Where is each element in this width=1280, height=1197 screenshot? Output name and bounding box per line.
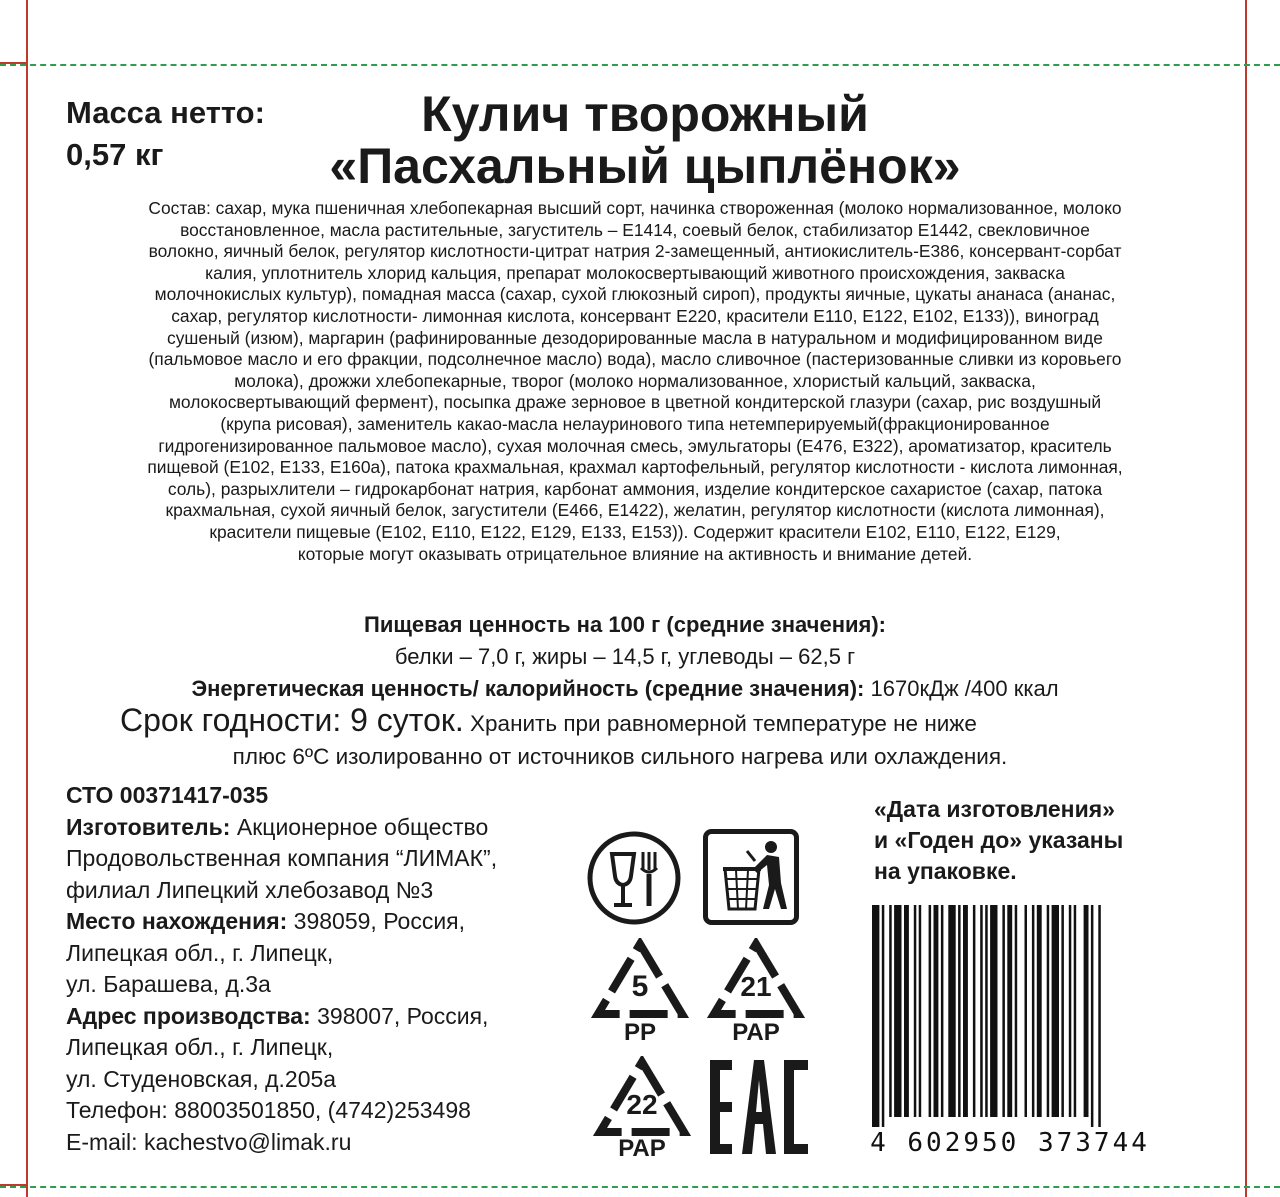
net-mass-value: 0,57 кг [66,137,164,172]
maker-line1: Акционерное общество [230,813,489,840]
standard-code: СТО 00371417-035 [66,782,269,808]
location-line3: ул. Барашева, д.3а [66,971,271,997]
barcode-bar [934,905,939,1117]
production-line2: Липецкая обл., г. Липецк, [66,1034,334,1060]
location-line1: 398059, Россия, [287,908,466,934]
barcode-bar [941,905,944,1117]
nutrition-values: белки – 7,0 г, жиры – 14,5 г, углеводы – 62,5 г [394,644,856,669]
barcode-bar [882,905,885,1127]
product-title-line2: «Пасхальный цыплёнок» [329,138,961,194]
recycling-label-pp: PP [623,1019,657,1046]
shelf-life-headline: Срок годности: 9 суток. [120,702,464,738]
barcode-bar [1007,905,1012,1117]
barcode-bar [894,905,901,1117]
recycling-pap22-icon [592,1056,692,1171]
barcode-bar [1015,905,1018,1117]
barcode-bar [990,905,997,1117]
barcode-bar [1047,905,1050,1117]
date-note-line2: и «Годен до» указаны [874,827,1124,853]
storage-line1: Хранить при равномерной температуре не ниже [463,711,977,736]
barcode-bar [1061,905,1064,1117]
eac-mark-icon [708,1058,812,1163]
product-title-line1: Кулич творожный [421,86,869,142]
barcode-bar [1098,905,1101,1127]
left-edge-line [26,0,28,1197]
barcode-bar [1074,905,1077,1117]
recycling-code-22: 22 [626,1089,658,1120]
energy-label: Энергетическая ценность/ калорийность (средние значения): [191,676,865,701]
recycling-label-pap22: PAP [618,1135,666,1162]
barcode-bar [929,905,932,1117]
shelf-life [120,704,1200,773]
maker-label: Изготовитель: [66,813,231,840]
email: E-mail: kachestvo@limak.ru [66,1128,352,1155]
location-line2: Липецкая обл., г. Липецк, [66,939,334,966]
maker-line2: Продовольственная компания “ЛИМАК”, [66,845,498,871]
barcode-bar [1032,905,1035,1117]
barcode-bar [1037,905,1042,1117]
food-contact-icon [586,830,682,931]
production-label: Адрес производства: [66,1002,311,1029]
barcode-bar [973,905,976,1117]
barcode-bar [958,905,961,1117]
date-note-line1: «Дата изготовления» [874,796,1115,822]
barcode-bar [948,905,955,1117]
barcode-bar [1002,905,1005,1117]
barcode-bar [963,905,968,1117]
manufacturer-block [66,780,497,1158]
production-line1: 398007, Россия, [310,1002,489,1029]
barcode-bar [1084,905,1089,1117]
barcode-bar [919,905,922,1117]
barcode-bar [1052,905,1059,1117]
recycling-pap21-icon [706,938,806,1053]
recycling-label-pap21: PAP [732,1019,780,1046]
barcode-bar [1091,905,1094,1127]
barcode-bar [1069,905,1072,1117]
barcode-bar [872,905,879,1127]
barcode [860,905,1160,1155]
barcode-bar [914,905,917,1117]
barcode-bar [1025,905,1028,1117]
recycling-code-5: 5 [631,970,649,1003]
bottom-cut-line [0,1186,1280,1188]
barcode-bar [980,905,983,1117]
nutrition-title: Пищевая ценность на 100 г (средние значения): [364,612,886,637]
location-label: Место нахождения: [66,908,288,934]
dispose-in-bin-icon [703,829,799,930]
barcode-bar [889,905,892,1117]
net-mass-label: Масса нетто: [66,95,265,130]
top-cut-line [0,64,1280,66]
energy-value: 1670кДж /400 ккал [864,676,1059,701]
barcode-bar [985,905,988,1117]
maker-line3: филиал Липецкий хлебозавод №3 [66,876,434,903]
barcode-bars [860,905,1160,1155]
product-title [230,88,1060,192]
storage-line2: плюс 6ºС изолированно от источников сильного нагрева или охлаждения. [232,744,1008,769]
recycling-pp-icon [590,938,690,1053]
barcode-bar [904,905,909,1117]
date-note [874,794,1123,887]
phone: Телефон: 88003501850, (4742)253498 [66,1097,471,1123]
barcode-digits: 4 602950 373744 [870,1128,1150,1155]
composition-text: Состав: сахар, мука пшеничная хлебопекарная высший сорт, начинка створоженная (молоко нормализованное, молоко восстановленное, масла растительные, загуститель – Е1414, соевый белок, стабилизатор Е1442, свекловичное волокно, яичный белок, регулятор кислотности-цитрат натрия 2-замещенный, антиокислитель-Е386, консервант-сорбат калия, уплотнитель хлорид кальция, препарат молокосвертывающий животного происхождения, закваска молочнокислых культур), помадная масса (сахар, сухой глюкозный сироп), продукты яичные, цукаты ананаса (ананас, сахар, регулятор кислотности- лимонная кислота, консервант Е220, красители Е110, Е122, Е102, Е133)), виноград сушеный (изюм), маргарин (рафинированные дезодорированные масла в натуральном и модифицированном виде (пальмовое масло и его фракции, подсолнечное масло) вода), масло сливочное (пастеризованные сливки из коровьего молока), дрожжи хлебопекарные, творог (молоко нормализованное, хлористый кальций, закваска, молокосвертывающий фермент), посыпка драже зерновое в цветной кондитерской глазури (сахар, рис воздушный (крупа рисовая), заменитель какао-масла нелауринового типа нетемперируемый(фракционированное гидрогенизированное пальмовое масло), сухая молочная смесь, эмульгаторы (Е476, Е322), ароматизатор, краситель пищевой (Е102, Е133, Е160а), патока крахмальная, крахмал картофельный, регулятор кислотности - кислота лимонная, соль), разрыхлители – гидрокарбонат натрия, карбонат аммония, изделие кондитерское сахаристое (сахар, патока крахмальная, сухой яичный белок, загустители (Е466, Е1422), желатин, регулятор кислотности (кислота лимонная), красители пищевые (Е102, Е110, Е122, Е129, Е133, Е153)). Содержит красители Е102, Е110, Е122, Е129, которые могут оказывать отрицательное влияние на активность и внимание детей. [147,198,1123,564]
recycling-code-21: 21 [740,971,772,1002]
energy-value-line [0,676,1250,702]
right-edge-line [1245,0,1247,1197]
date-note-line3: на упаковке. [874,858,1017,884]
production-line3: ул. Студеновская, д.205а [66,1065,337,1092]
